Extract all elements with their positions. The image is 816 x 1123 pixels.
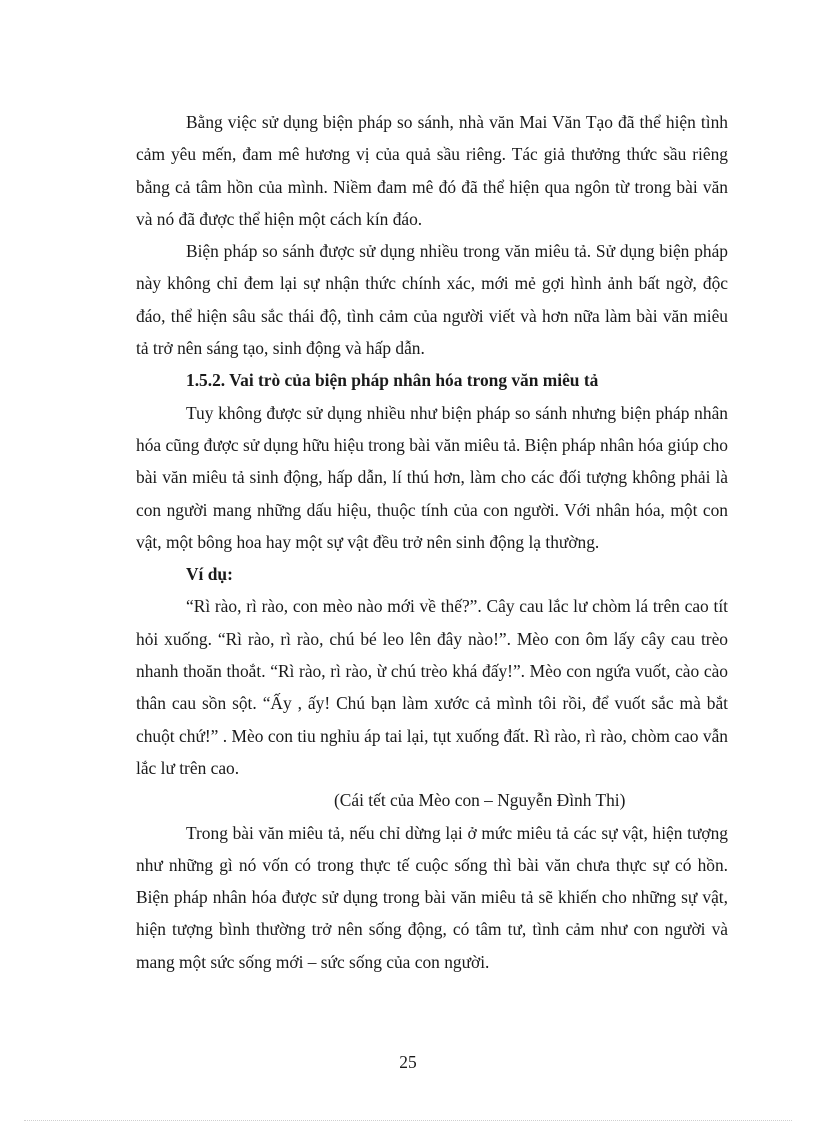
- section-heading: 1.5.2. Vai trò của biện pháp nhân hóa trong văn miêu tả: [186, 370, 599, 391]
- example-quote: “Rì rào, rì rào, con mèo nào mới về thế?”. Cây cau lắc lư chòm lá trên cao tít hỏi xuống. “Rì rào, rì rào, chú bé leo lên đây nào!”. Mèo con ôm lấy cây cau trèo nhanh thoăn thoắt. “Rì rào, rì rào, ừ chú trèo khá đấy!”. Mèo con ngứa vuốt, cào cào thân cau sồn sột. “Ấy , ấy! Chú bạn làm xước cả mình tôi rồi, để vuốt sắc mà bắt chuột chứ!” . Mèo con tiu nghỉu áp tai lại, tụt xuống đất. Rì rào, rì rào, chòm cao vẫn lắc lư trên cao.: [136, 596, 728, 778]
- page-number: 25: [399, 1052, 417, 1072]
- example-label: Ví dụ:: [186, 564, 233, 585]
- example-citation: (Cái tết của Mèo con – Nguyễn Đình Thi): [334, 790, 626, 811]
- paragraph-so-sanh: Biện pháp so sánh được sử dụng nhiều trong văn miêu tả. Sử dụng biện pháp này không chỉ đem lại sự nhận thức chính xác, mới mẻ gợi hình ảnh bất ngờ, độc đáo, thể hiện sâu sắc thái độ, tình cảm của người viết và hơn nữa làm bài văn miêu tả trở nên sáng tạo, sinh động và hấp dẫn.: [136, 241, 728, 359]
- paragraph-nhan-hoa: Tuy không được sử dụng nhiều như biện pháp so sánh nhưng biện pháp nhân hóa cũng được sử dụng hữu hiệu trong bài văn miêu tả. Biện pháp nhân hóa giúp cho bài văn miêu tả sinh động, hấp dẫn, lí thú hơn, làm cho các đối tượng không phải là con người mang những dấu hiệu, thuộc tính của con người. Với nhân hóa, một con vật, một bông hoa hay một sự vật đều trở nên sinh động lạ thường.: [136, 402, 728, 552]
- page-bottom-divider: [24, 1120, 792, 1121]
- paragraph-mai-van-tao: Bằng việc sử dụng biện pháp so sánh, nhà văn Mai Văn Tạo đã thể hiện tình cảm yêu mến, đam mê hương vị của quả sầu riêng. Tác giả thưởng thức sầu riêng bằng cả tâm hồn của mình. Niềm đam mê đó đã thể hiện qua ngôn từ trong bài văn và nó đã được thể hiện một cách kín đáo.: [136, 112, 728, 229]
- document-body: [136, 106, 728, 978]
- closing-paragraph: Trong bài văn miêu tả, nếu chỉ dừng lại ở mức miêu tả các sự vật, hiện tượng như những gì nó vốn có trong thực tế cuộc sống thì bài văn chưa thực sự có hồn. Biện pháp nhân hóa được sử dụng trong bài văn miêu tả sẽ khiến cho những sự vật, hiện tượng bình thường trở nên sống động, có tâm tư, tình cảm như con người và mang một sức sống mới – sức sống của con người.: [136, 822, 728, 972]
